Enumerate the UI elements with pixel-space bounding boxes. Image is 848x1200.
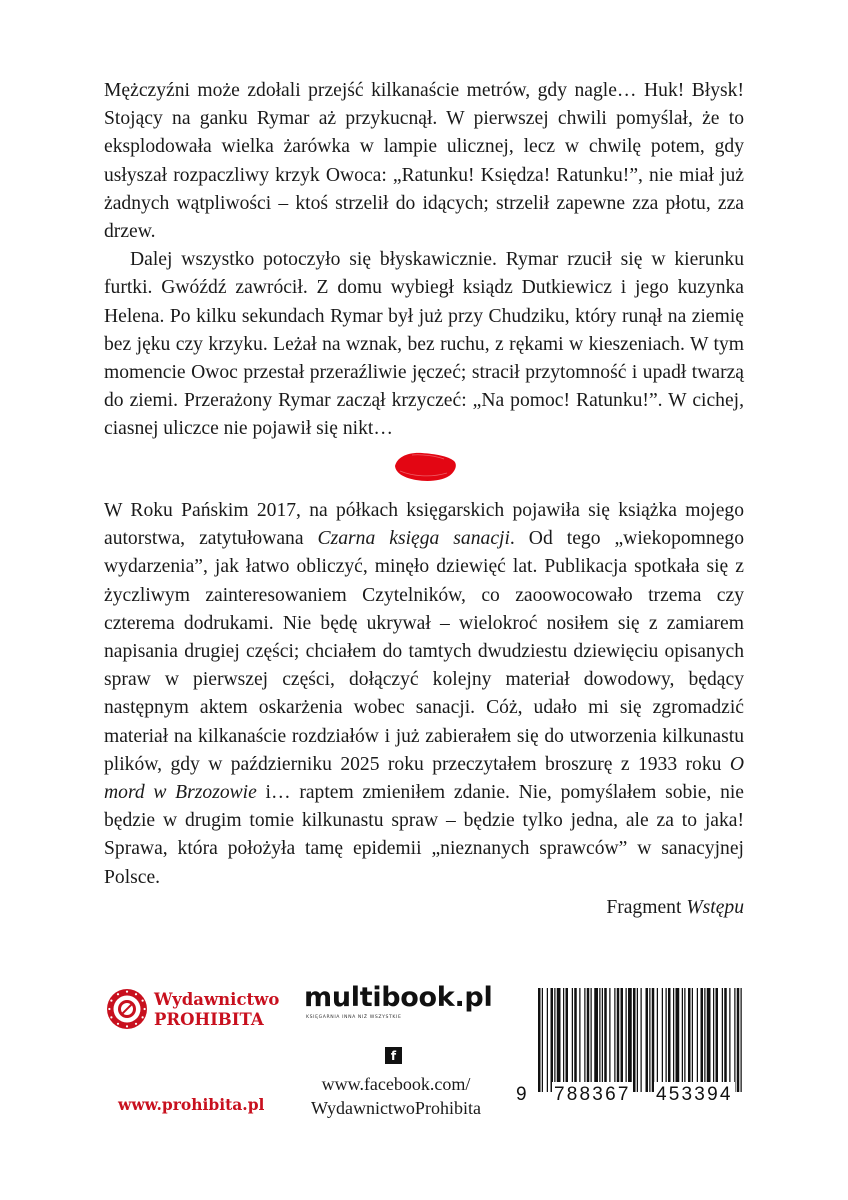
barcode-bar bbox=[713, 988, 714, 1092]
barcode-bar bbox=[741, 988, 742, 1092]
barcode-bar bbox=[724, 988, 727, 1092]
intro-text-3: i… raptem zmieniłem zdanie. Nie, pomyślałem sobie, nie będzie w drugim tomie kilkunastu spraw – będzie tylko jedna, ale za to jaka! Sprawa, która położyła tamę epidemii „nieznanych sprawców” w sanacyjnej Polsce. bbox=[104, 782, 745, 888]
barcode-bar bbox=[737, 988, 740, 1092]
facebook-icon: f bbox=[385, 1047, 402, 1064]
intro-text-2: . Od tego „wiekopomnego wydarzenia”, jak łatwo obliczyć, minęło dziewięć lat. Publikacja spotkała się z życzliwym zainteresowaniem Czytelników, co zaoowocowało trzema czy czterema dodrukami. Nie będę ukrywał – wielokroć nosiłem się z zamiarem napisania drugiej części; chciałem do tamtych dwudziestu dziewięciu opisanych spraw w pierwszej części, dołączyć kolejny materiał dowodowy, będący następnym aktem oskarżenia wobec sanacji. Cóż, udało mi się zgromadzić materiał na kilkanaście rozdziałów i już zabierałem się do utworzenia kilkunastu plików, gdy w październiku 2025 roku przeczytałem broszurę z 1933 roku bbox=[104, 528, 744, 775]
barcode-bar bbox=[617, 988, 620, 1092]
barcode-bar bbox=[584, 988, 585, 1092]
barcode-bar bbox=[707, 988, 711, 1092]
book-title-2: O mord w Brzozowie bbox=[104, 753, 744, 804]
facebook-link[interactable] bbox=[284, 1072, 508, 1120]
barcode-bar bbox=[542, 988, 543, 1092]
attribution-prefix: Fragment bbox=[606, 897, 687, 918]
publisher-website-link[interactable]: www.prohibita.pl bbox=[118, 1095, 265, 1114]
isbn-barcode bbox=[534, 988, 746, 1092]
barcode-bar bbox=[668, 988, 671, 1092]
barcode-bar bbox=[676, 988, 680, 1092]
barcode-bar bbox=[563, 988, 564, 1092]
excerpt-paragraph-2: Dalej wszystko potoczyło się błyskawicznie. Rymar rzucił się w kierunku furtki. Gwóźdź zawrócił. Z domu wybiegł ksiądz Dutkiewicz i jego kuzynka Helena. Po kilku sekundach Rymar był już przy Chudziku, który runął na ziemię bez jęku czy krzyku. Leżał na wznak, bez ruchu, z rękami w kieszeniach. W tym momencie Owoc przestał przeraźliwie jęczeć; stracił przytomność i upadł twarzą do ziemi. Przerażony Rymar zaczął krzyczeć: „Na pomoc! Ratunku!”. W cichej, ciasnej uliczce nie pojawił się nikt… bbox=[104, 249, 744, 440]
barcode-bar bbox=[684, 988, 685, 1092]
barcode-bar bbox=[697, 988, 698, 1092]
barcode-bar bbox=[666, 988, 667, 1092]
barcode-bar bbox=[574, 988, 577, 1092]
excerpt-paragraph-1: Mężczyźni może zdołali przejść kilkanaście metrów, gdy nagle… Huk! Błysk! Stojący na ganku Rymar aż przykucnął. W pierwszej chwili pomyślał, że to eksplodowała wielka żarówka w lampie ulicznej, lecz w chwilę potem, gdy usłyszał rozpaczliwy krzyk Owoca: „Ratunku! Księdza! Ratunku!”, nie miał już żadnych wątpliwości – ktoś strzelił do idących; strzelił zapewne zza płotu, zza drzew. bbox=[104, 80, 744, 243]
barcode-bar bbox=[729, 988, 730, 1092]
barcode-bar bbox=[734, 988, 735, 1092]
prohibita-seal-icon bbox=[106, 988, 148, 1030]
multibook-tagline: KSIĘGARNIA INNA NIŻ WSZYSTKIE bbox=[306, 1015, 402, 1020]
barcode-bar bbox=[716, 988, 719, 1092]
multibook-logo: multibook.pl bbox=[304, 982, 493, 1013]
barcode-bar bbox=[657, 988, 658, 1092]
barcode-bar bbox=[649, 988, 650, 1092]
barcode-bar bbox=[609, 988, 610, 1092]
barcode-bar bbox=[551, 988, 554, 1092]
red-brush-stroke-icon bbox=[392, 449, 458, 483]
barcode-bar bbox=[628, 988, 632, 1092]
barcode-bar bbox=[554, 988, 555, 1092]
excerpt-fragment-1 bbox=[104, 77, 744, 444]
barcode-bar bbox=[722, 988, 723, 1092]
barcode-bar bbox=[602, 988, 603, 1092]
publisher-name-line-1: Wydawnictwo bbox=[154, 990, 280, 1009]
barcode-bar bbox=[633, 988, 636, 1092]
barcode-bar bbox=[557, 988, 561, 1092]
excerpt-attribution bbox=[606, 894, 744, 922]
barcode-group-1: 788367 bbox=[552, 1082, 633, 1108]
barcode-bar bbox=[692, 988, 693, 1092]
barcode-digit-first: 9 bbox=[514, 1082, 529, 1108]
barcode-bar bbox=[587, 988, 590, 1092]
barcode-bar bbox=[688, 988, 691, 1092]
barcode-bar bbox=[591, 988, 592, 1092]
barcode-bar bbox=[641, 988, 642, 1092]
intro-text-1: W Roku Pańskim 2017, na półkach księgarskich pojawiła się książka mojego autorstwa, zatytułowana bbox=[104, 500, 744, 550]
facebook-url-line-1: www.facebook.com/ bbox=[321, 1074, 471, 1094]
attribution-emphasis: Wstępu bbox=[686, 897, 744, 918]
barcode-bar bbox=[704, 988, 705, 1092]
barcode-bar bbox=[566, 988, 569, 1092]
barcode-bar bbox=[637, 988, 638, 1092]
barcode-bar bbox=[614, 988, 615, 1092]
barcode-bar bbox=[682, 988, 683, 1092]
publisher-name bbox=[154, 990, 279, 1030]
barcode-bar bbox=[594, 988, 598, 1092]
barcode-bar bbox=[646, 988, 649, 1092]
barcode-bar bbox=[701, 988, 704, 1092]
barcode-bar bbox=[652, 988, 655, 1092]
book-title-1: Czarna księga sanacji bbox=[317, 528, 510, 550]
barcode-bar bbox=[662, 988, 663, 1092]
barcode-group-2: 453394 bbox=[654, 1082, 735, 1108]
barcode-bar bbox=[673, 988, 674, 1092]
publisher-name-line-2: PROHIBITA bbox=[154, 1010, 264, 1029]
barcode-bar bbox=[626, 988, 627, 1092]
facebook-url-line-2: WydawnictwoProhibita bbox=[311, 1098, 481, 1118]
introduction-paragraph bbox=[104, 497, 744, 892]
barcode-bar bbox=[538, 988, 541, 1092]
barcode-bar bbox=[572, 988, 573, 1092]
barcode-bar bbox=[621, 988, 624, 1092]
barcode-bar bbox=[599, 988, 600, 1092]
barcode-bar bbox=[547, 988, 548, 1092]
barcode-bar bbox=[579, 988, 580, 1092]
barcode-bar bbox=[604, 988, 607, 1092]
excerpt-fragment-2 bbox=[104, 497, 744, 892]
